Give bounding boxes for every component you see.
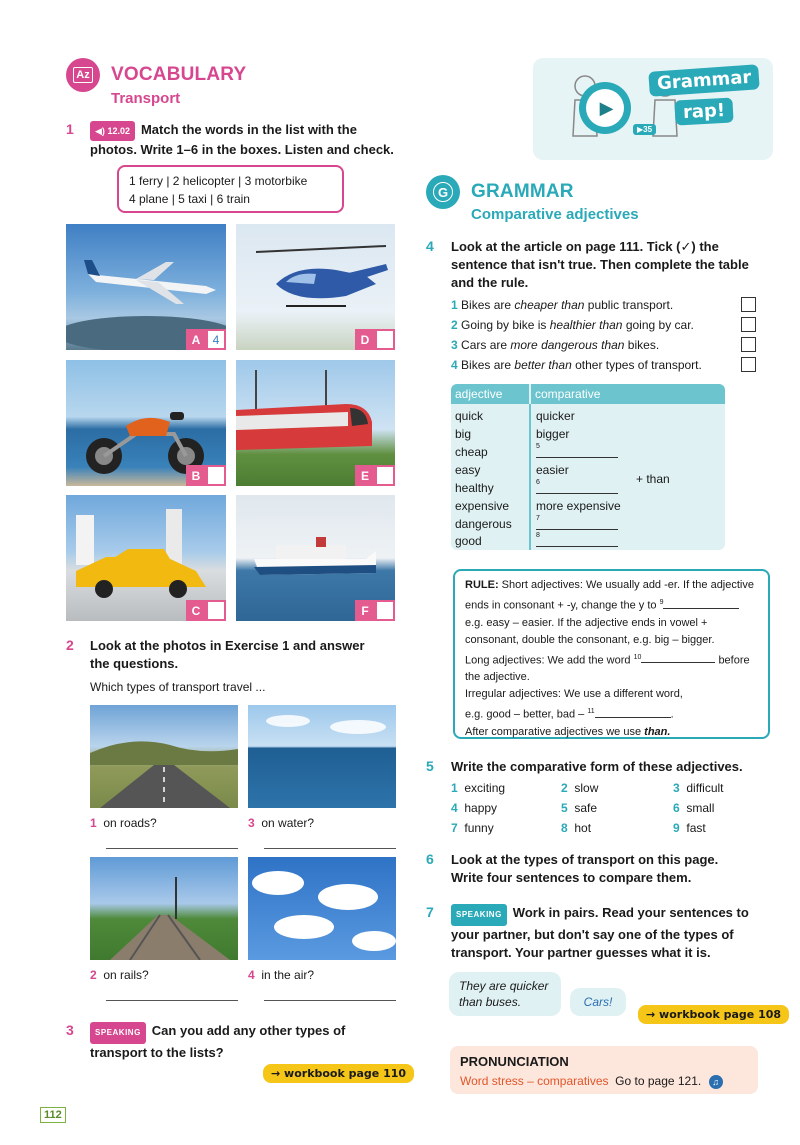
ex4-number: 4 [426, 238, 434, 254]
photo-b-answer: B [186, 465, 226, 486]
gap-9[interactable] [663, 608, 739, 609]
ex7-number: 7 [426, 904, 434, 920]
answer-box[interactable] [375, 465, 395, 486]
vocabulary-subtitle: Transport [111, 90, 181, 107]
water-illustration [248, 705, 396, 808]
ex5-item-9: 9 fast [673, 821, 706, 835]
video-icon: ▶ [637, 125, 644, 134]
ex5-item-2: 2 slow [561, 781, 599, 795]
photo-a-answer: A 4 [186, 329, 226, 350]
photo-train [236, 360, 395, 486]
tick-box-2[interactable] [741, 317, 756, 332]
headphones-icon[interactable]: ♫ [709, 1075, 723, 1089]
statement-4: 4 Bikes are better than other types of transport. [451, 358, 702, 372]
photo-helicopter [236, 224, 395, 350]
photo-e-answer: E [355, 465, 395, 486]
adj-easy: easy [455, 463, 481, 477]
ex5-item-8: 8 hot [561, 821, 592, 835]
photo-air [248, 857, 396, 960]
ex5-item-7: 7 funny [451, 821, 494, 835]
answer-box[interactable] [375, 600, 395, 621]
ex7-instruction: SPEAKING Work in pairs. Read your sentences to your partner, but don't say one of the types of transport. Your partner guesses what it is. [451, 905, 749, 960]
workbook-link-110[interactable]: → workbook page 110 [263, 1064, 414, 1083]
grammar-subtitle: Comparative adjectives [471, 206, 639, 223]
comp-big: bigger [536, 427, 570, 441]
pronunciation-link[interactable]: Word stress – comparatives Go to page 121. ♫ [460, 1074, 723, 1089]
ex2-item-roads: 1 on roads? [90, 816, 157, 830]
word-list-box: 1 ferry | 2 helicopter | 3 motorbike 4 plane | 5 taxi | 6 train [117, 165, 344, 213]
ex5-instruction: Write the comparative form of these adjectives. [451, 759, 743, 774]
speaker-icon: ◀) [95, 126, 105, 136]
grammar-title: GRAMMAR [471, 181, 574, 202]
photo-water [248, 705, 396, 808]
answer-box[interactable]: 4 [206, 329, 226, 350]
ex4-instruction: Look at the article on page 111. Tick (✓) the sentence that isn't true. Then complete the table and the rule. [451, 239, 749, 290]
ex5-item-5: 5 safe [561, 801, 598, 815]
ex6-number: 6 [426, 851, 434, 867]
rule-box: RULE: Short adjectives: We usually add -er. If the adjective ends in consonant + -y, change the y to $^9$ e.g. easy – easier. If the adjective ends in vowel + consonant, double the consonant, e.g. big – bigger. Long adjectives: We add the word $^{10}$ before the adjective. Irregular adjectives: We use a different word, e.g. good – better, bad – $^{11}$ . After comparative adjectives we use than. [453, 569, 770, 739]
answer-box[interactable] [206, 600, 226, 621]
ex2-item-rails: 2 on rails? [90, 968, 149, 982]
adj-cheap: cheap [455, 445, 488, 459]
statement-1: 1 Bikes are cheaper than public transport. [451, 298, 674, 312]
photo-taxi [66, 495, 226, 621]
ex5-item-4: 4 happy [451, 801, 498, 815]
answer-box[interactable] [206, 465, 226, 486]
photo-plane [66, 224, 226, 350]
answer-line-water[interactable] [264, 848, 396, 849]
play-icon: ▶ [599, 97, 614, 118]
ex1-number: 1 [66, 121, 74, 137]
speech-bubble-guess: Cars! [570, 988, 626, 1016]
grammar-rap-label: Grammar rap! [645, 68, 763, 124]
rails-illustration [90, 857, 238, 960]
grammar-rap-banner[interactable] [533, 58, 773, 160]
table-header-comparative: comparative [531, 384, 725, 404]
ex6-instruction: Look at the types of transport on this page. Write four sentences to compare them. [451, 852, 719, 885]
adj-good: good [455, 534, 482, 548]
than-label: + than [636, 472, 670, 486]
ex2-number: 2 [66, 637, 74, 653]
road-illustration [90, 705, 238, 808]
pronunciation-box [450, 1046, 758, 1094]
ex2-item-air: 4 in the air? [248, 968, 315, 982]
ex5-item-1: 1 exciting [451, 781, 506, 795]
photo-c-answer: C [186, 600, 226, 621]
ex5-item-3: 3 difficult [673, 781, 724, 795]
photo-rails [90, 857, 238, 960]
photo-road [90, 705, 238, 808]
answer-line-roads[interactable] [106, 848, 238, 849]
photo-ferry [236, 495, 395, 621]
adj-big: big [455, 427, 472, 441]
ex2-lead: Which types of transport travel ... [90, 680, 266, 694]
vocabulary-title: VOCABULARY [111, 64, 247, 85]
clouds-illustration [248, 857, 396, 960]
comp-easy: easier [536, 463, 569, 477]
table-header-adjective: adjective [451, 384, 529, 404]
adj-expensive: expensive [455, 499, 510, 513]
gap-7[interactable]: 7 [536, 514, 618, 530]
photo-motorbike [66, 360, 226, 486]
adj-healthy: healthy [455, 481, 494, 495]
ex5-number: 5 [426, 758, 434, 774]
grammar-icon: G [426, 175, 460, 209]
ex3-number: 3 [66, 1022, 74, 1038]
photo-d-answer: D [355, 329, 395, 350]
gap-6[interactable]: 6 [536, 478, 618, 494]
gap-5[interactable]: 5 [536, 442, 618, 458]
adj-dangerous: dangerous [455, 517, 512, 531]
tick-box-4[interactable] [741, 357, 756, 372]
play-video-button[interactable] [579, 82, 631, 134]
gap-8[interactable]: 8 [536, 531, 618, 547]
statement-3: 3 Cars are more dangerous than bikes. [451, 338, 660, 352]
ex1-instruction: ◀) 12.02 Match the words in the list with the photos. Write 1–6 in the boxes. Listen and check. [90, 122, 394, 157]
table-divider [529, 404, 531, 550]
answer-line-air[interactable] [264, 1000, 396, 1001]
tick-box-1[interactable] [741, 297, 756, 312]
pronunciation-title: PRONUNCIATION [460, 1054, 569, 1069]
comp-quick: quicker [536, 409, 575, 423]
answer-box[interactable] [375, 329, 395, 350]
comp-expensive: more expensive [536, 499, 621, 513]
speech-bubble-sentence: They are quicker than buses. [449, 972, 561, 1016]
speaking-tag: SPEAKING [90, 1022, 146, 1044]
video-track-badge: ▶35 [633, 124, 656, 135]
answer-line-rails[interactable] [106, 1000, 238, 1001]
ex2-instruction: Look at the photos in Exercise 1 and answer the questions. [90, 638, 365, 671]
tick-box-3[interactable] [741, 337, 756, 352]
ex5-item-6: 6 small [673, 801, 715, 815]
statement-2: 2 Going by bike is healthier than going by car. [451, 318, 694, 332]
adj-quick: quick [455, 409, 484, 423]
photo-f-answer: F [355, 600, 395, 621]
comparative-table [451, 384, 725, 550]
gap-11[interactable] [595, 717, 671, 718]
ex2-item-water: 3 on water? [248, 816, 315, 830]
page-number: 112 [40, 1107, 66, 1123]
gap-10[interactable] [641, 662, 715, 663]
audio-track-tag[interactable]: ◀) 12.02 [90, 121, 135, 141]
vocabulary-icon: Az [66, 58, 100, 92]
ex3-instruction: SPEAKING Can you add any other types of transport to the lists? [90, 1023, 346, 1060]
speaking-tag: SPEAKING [451, 904, 507, 926]
workbook-link-108[interactable]: → workbook page 108 [638, 1005, 789, 1024]
